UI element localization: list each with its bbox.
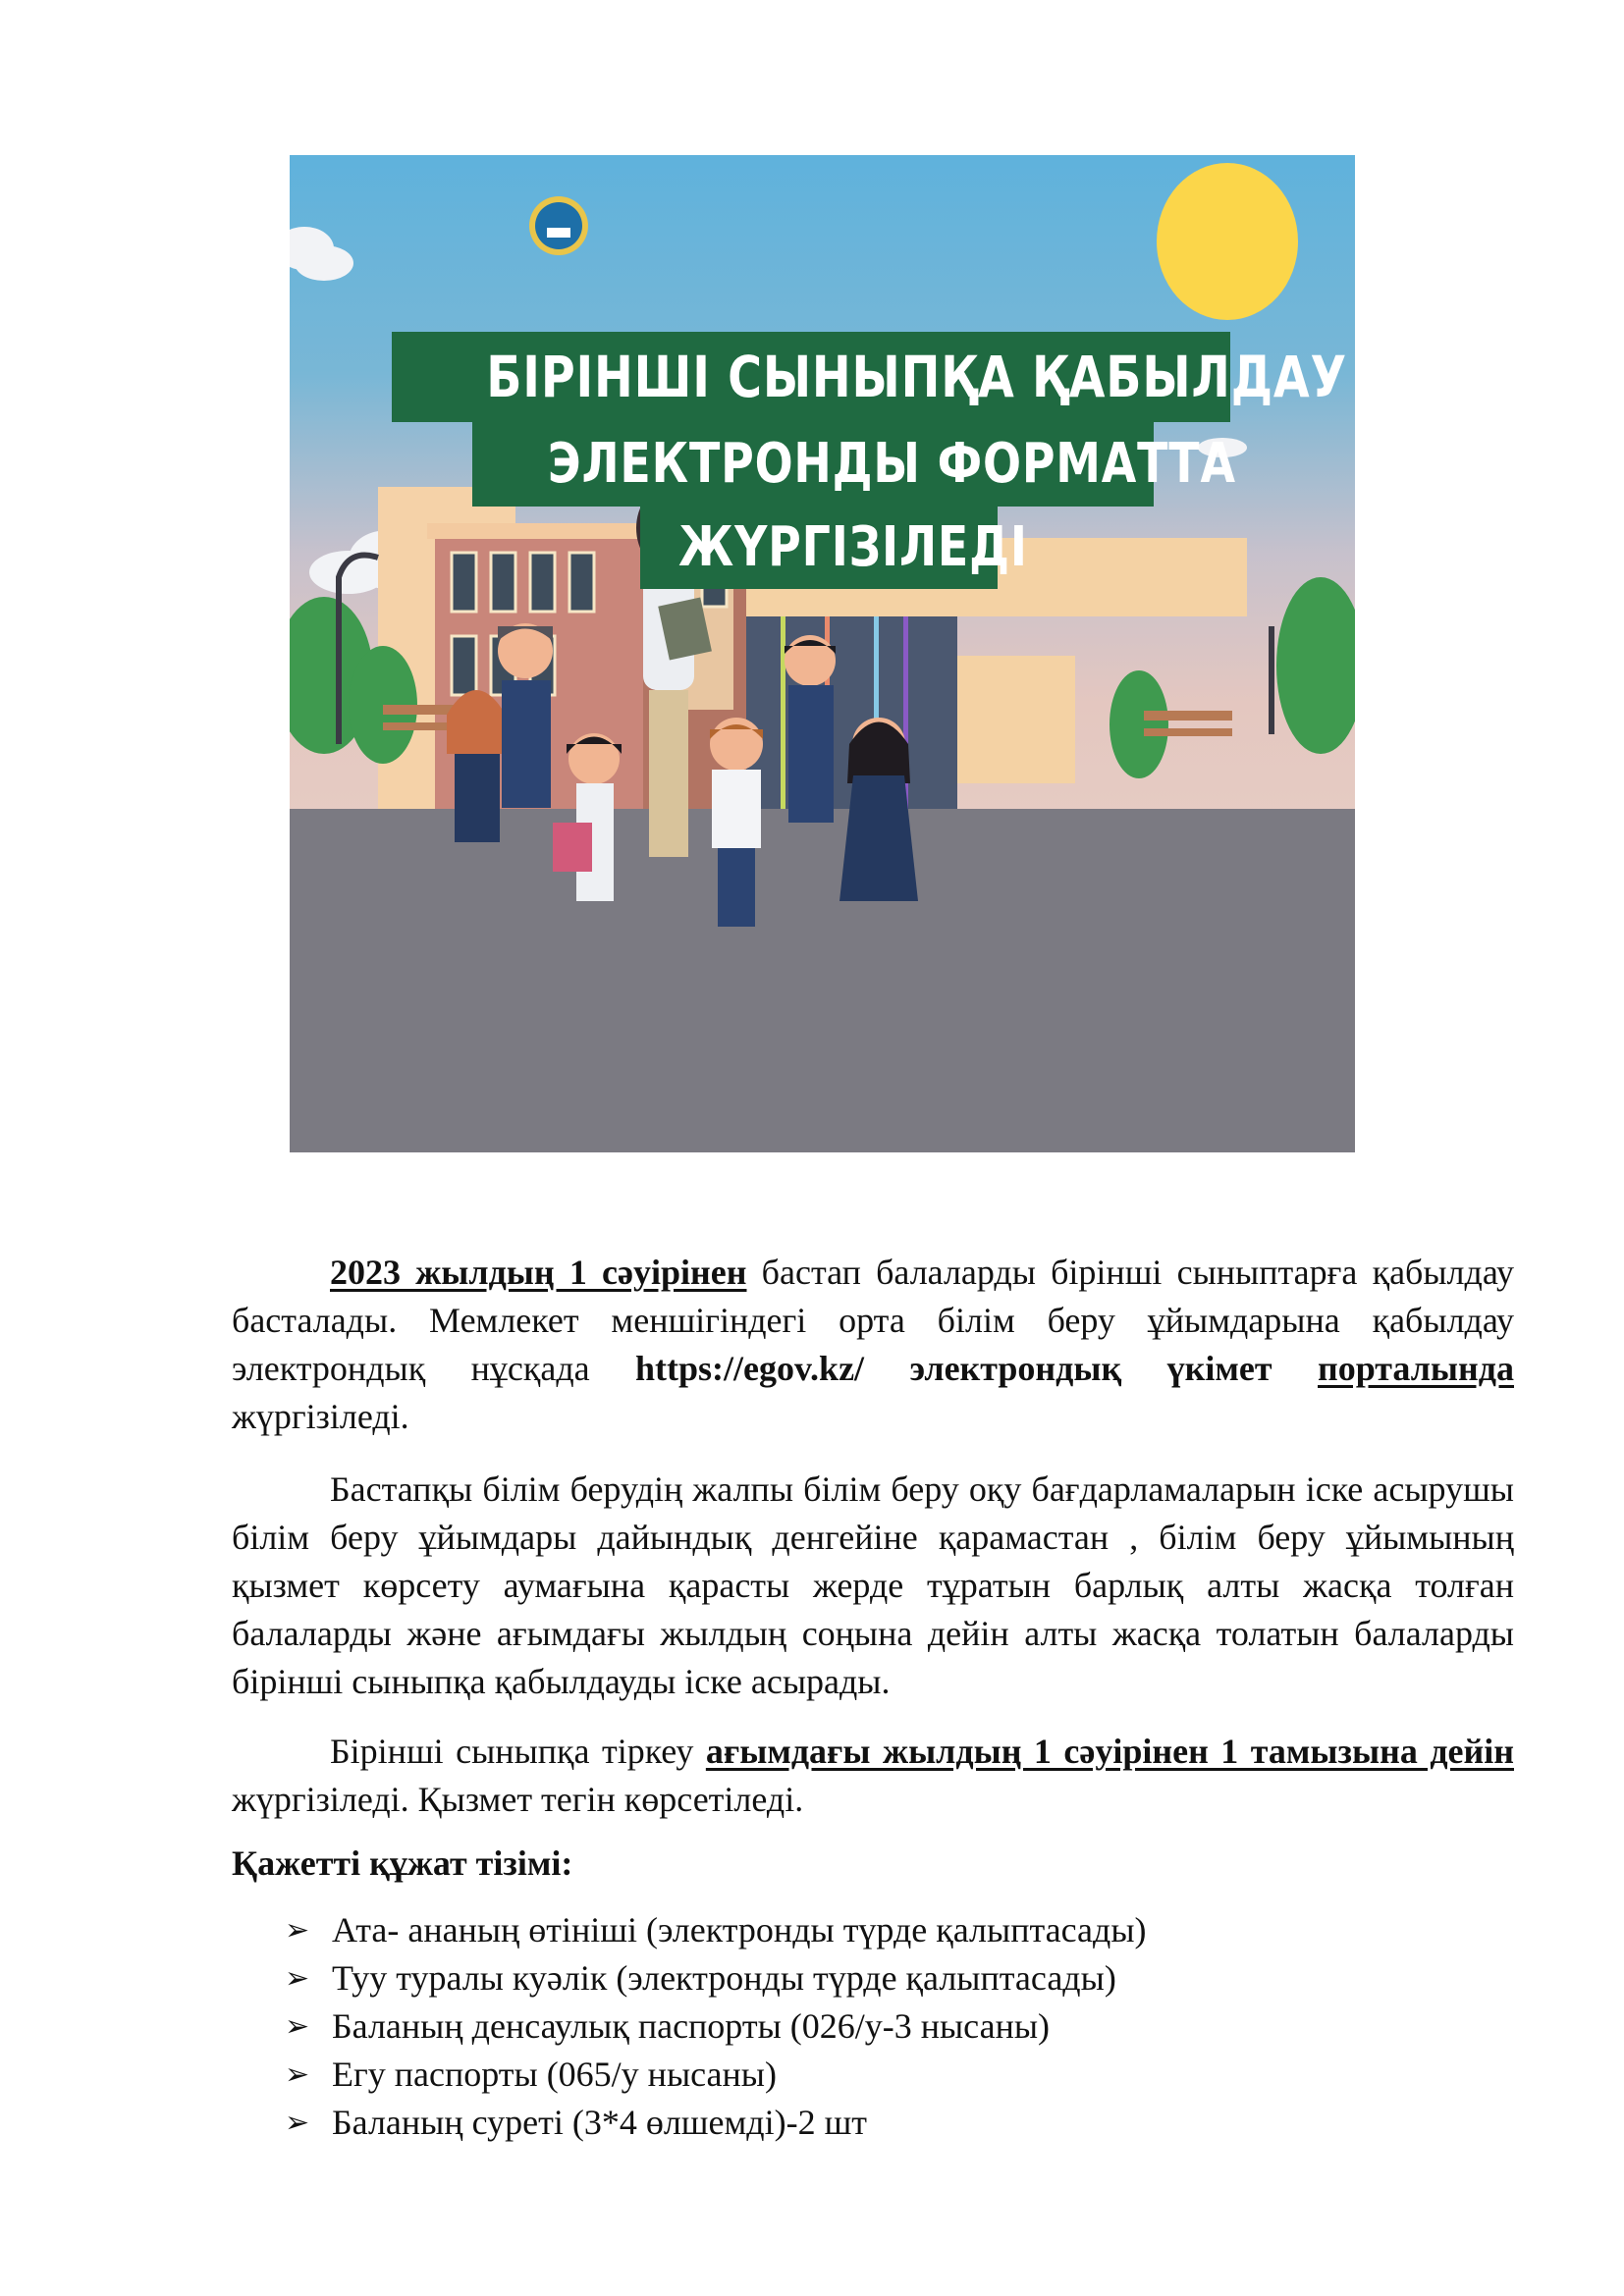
list-item	[285, 2002, 1147, 2051]
list-item	[285, 2051, 1147, 2099]
start-date-highlight: 2023 жылдың 1 сәуірінен	[330, 1253, 747, 1292]
poster-scene	[290, 155, 1355, 1152]
arrow-bullet-icon: ➢	[285, 2058, 310, 2091]
paragraph-eligibility	[232, 1466, 1514, 1706]
sun-icon	[1157, 163, 1298, 320]
banner-line-2	[472, 422, 1236, 507]
arrow-bullet-icon: ➢	[285, 2010, 310, 2043]
list-item	[285, 2099, 1147, 2147]
list-item-text: Егу паспорты (065/у нысаны)	[332, 2055, 777, 2094]
p2-text: Бастапқы білім берудің жалпы білім беру оқу бағдарламаларын іске асырушы білім беру ұйымдары дайындық денгейіне қарамастан , білім беру ұйымының қызмет көрсету аумағына қарасты жерде тұратын барлық алты жасқа толған балаларды және ағымдағы жылдың соңына дейін алты жасқа толатын балаларды бірінші сыныпқа қабылдауды іске асырады.	[232, 1469, 1514, 1701]
arrow-bullet-icon: ➢	[285, 2107, 310, 2139]
banner-line-3	[640, 507, 1028, 589]
p3-text-a: Бірінші сыныпқа тіркеу	[330, 1732, 706, 1771]
list-item-text: Баланың суреті (3*4 өлшемді)-2 шт	[332, 2103, 868, 2142]
portal-text: электрондық үкімет	[864, 1349, 1318, 1388]
documents-heading: Қажетті құжат тізімі:	[232, 1843, 573, 1883]
list-item	[285, 1954, 1147, 2002]
child-figure	[839, 718, 918, 901]
p1-text-a: бастап балаларды бірінші сыныптарға қабылдау басталады. Мемлекет меншігіндегі орта білім беру ұйымдарына қабылдау электрондық нұсқада	[232, 1253, 1514, 1388]
portal-underlined: порталында	[1318, 1349, 1514, 1388]
list-item-text: Туу туралы куәлік (электронды түрде қалыптасады)	[332, 1958, 1116, 1998]
child-figure	[498, 623, 553, 808]
registration-period-highlight: ағымдағы жылдың 1 сәуірінен 1 тамызына дейін	[705, 1732, 1514, 1771]
documents-list	[285, 1906, 1147, 2147]
list-item-text: Ата- ананың өтініші (электронды түрде қалыптасады)	[332, 1910, 1147, 1949]
ground	[290, 809, 1355, 1152]
poster-illustration	[290, 155, 1355, 1152]
arrow-bullet-icon: ➢	[285, 1914, 310, 1947]
p3-text-b: жүргізіледі. Қызмет тегін көрсетіледі.	[232, 1780, 804, 1819]
list-item-text: Баланың денсаулық паспорты (026/у-3 нысаны)	[332, 2006, 1051, 2046]
child-figure	[447, 690, 506, 842]
banner-line-1	[392, 332, 1348, 422]
child-figure	[785, 635, 836, 823]
banner-line-2-text: ЭЛЕКТРОНДЫ ФОРМАТТА	[547, 432, 1236, 496]
paragraph-start-date	[232, 1249, 1514, 1441]
p1-text-b: жүргізіледі.	[232, 1397, 409, 1436]
ministry-emblem-icon	[529, 196, 588, 255]
banner-line-1-text: БІРІНШІ СЫНЫПҚА ҚАБЫЛДАУ	[486, 344, 1348, 410]
list-item	[285, 1906, 1147, 1954]
child-figure	[710, 718, 763, 927]
paragraph-registration-period	[232, 1728, 1514, 1824]
banner-line-3-text: ЖҮРГІЗІЛЕДІ	[678, 515, 1028, 579]
egov-link[interactable]: https://egov.kz/	[635, 1349, 865, 1388]
arrow-bullet-icon: ➢	[285, 1962, 310, 1995]
